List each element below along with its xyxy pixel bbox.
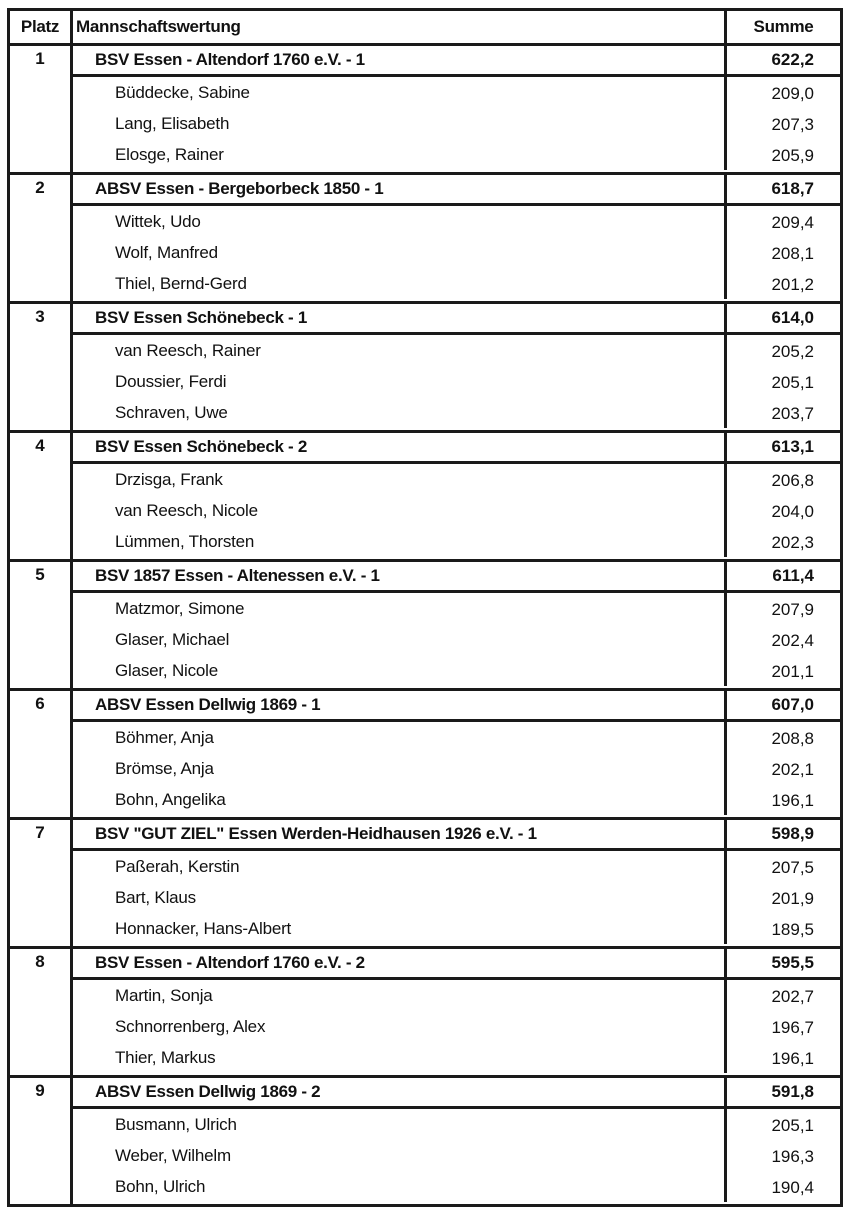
team-block xyxy=(10,46,840,175)
team-row xyxy=(73,1078,840,1109)
member-row xyxy=(73,593,840,624)
team-total: 614,0 xyxy=(724,304,840,332)
team-name: ABSV Essen - Bergeborbeck 1850 - 1 xyxy=(95,179,384,198)
member-score: 201,2 xyxy=(724,268,840,299)
member-name: Bart, Klaus xyxy=(115,888,196,907)
member-name: Busmann, Ulrich xyxy=(115,1115,237,1134)
team-row xyxy=(73,949,840,980)
member-name: Glaser, Nicole xyxy=(115,661,219,680)
member-row xyxy=(73,913,840,944)
rank: 3 xyxy=(10,304,73,430)
member-score: 207,5 xyxy=(724,851,840,882)
member-name: Martin, Sonja xyxy=(115,986,213,1005)
rank: 2 xyxy=(10,175,73,301)
team-ranking-table xyxy=(7,8,843,1207)
member-name: Lümmen, Thorsten xyxy=(115,532,255,551)
team-total: 598,9 xyxy=(724,820,840,848)
team-total: 591,8 xyxy=(724,1078,840,1106)
member-row xyxy=(73,77,840,108)
team-name: ABSV Essen Dellwig 1869 - 1 xyxy=(95,695,321,714)
member-row xyxy=(73,1171,840,1202)
member-row xyxy=(73,526,840,557)
rank: 9 xyxy=(10,1078,73,1204)
member-name: Doussier, Ferdi xyxy=(115,372,227,391)
rank: 1 xyxy=(10,46,73,172)
member-name: Büddecke, Sabine xyxy=(115,83,250,102)
team-name: BSV "GUT ZIEL" Essen Werden-Heidhausen 1926 e.V. - 1 xyxy=(95,824,537,843)
table-body xyxy=(10,46,840,1204)
rank: 5 xyxy=(10,562,73,688)
team-row xyxy=(73,691,840,722)
member-row xyxy=(73,624,840,655)
team-block xyxy=(10,691,840,820)
member-name: Böhmer, Anja xyxy=(115,728,214,747)
member-list xyxy=(73,980,840,1075)
member-row xyxy=(73,1109,840,1140)
member-score: 202,1 xyxy=(724,753,840,784)
member-list xyxy=(73,77,840,172)
member-list xyxy=(73,206,840,301)
member-row xyxy=(73,655,840,686)
member-score: 207,3 xyxy=(724,108,840,139)
member-score: 201,9 xyxy=(724,882,840,913)
member-row xyxy=(73,784,840,815)
member-score: 190,4 xyxy=(724,1171,840,1202)
member-score: 202,4 xyxy=(724,624,840,655)
team-name: ABSV Essen Dellwig 1869 - 2 xyxy=(95,1082,321,1101)
member-score: 209,0 xyxy=(724,77,840,108)
team-row xyxy=(73,433,840,464)
header-platz: Platz xyxy=(10,11,73,43)
team-row xyxy=(73,562,840,593)
member-score: 196,1 xyxy=(724,784,840,815)
team-name: BSV Essen - Altendorf 1760 e.V. - 1 xyxy=(95,50,365,69)
member-name: van Reesch, Nicole xyxy=(115,501,258,520)
member-score: 202,7 xyxy=(724,980,840,1011)
member-score: 209,4 xyxy=(724,206,840,237)
member-score: 205,1 xyxy=(724,366,840,397)
team-block xyxy=(10,949,840,1078)
member-score: 196,7 xyxy=(724,1011,840,1042)
member-row xyxy=(73,1011,840,1042)
team-total: 613,1 xyxy=(724,433,840,461)
member-list xyxy=(73,335,840,430)
member-name: Bohn, Angelika xyxy=(115,790,226,809)
header-mannschaftswertung: Mannschaftswertung xyxy=(76,17,241,36)
member-row xyxy=(73,335,840,366)
member-name: Bohn, Ulrich xyxy=(115,1177,206,1196)
member-name: Glaser, Michael xyxy=(115,630,230,649)
member-row xyxy=(73,268,840,299)
member-row xyxy=(73,851,840,882)
member-name: Matzmor, Simone xyxy=(115,599,245,618)
member-row xyxy=(73,464,840,495)
member-name: Schraven, Uwe xyxy=(115,403,228,422)
member-score: 196,1 xyxy=(724,1042,840,1073)
member-score: 205,1 xyxy=(724,1109,840,1140)
team-name: BSV Essen - Altendorf 1760 e.V. - 2 xyxy=(95,953,365,972)
team-block xyxy=(10,1078,840,1204)
member-name: Honnacker, Hans-Albert xyxy=(115,919,292,938)
team-total: 622,2 xyxy=(724,46,840,74)
member-score: 189,5 xyxy=(724,913,840,944)
member-row xyxy=(73,980,840,1011)
member-score: 203,7 xyxy=(724,397,840,428)
rank: 7 xyxy=(10,820,73,946)
member-row xyxy=(73,495,840,526)
team-name: BSV 1857 Essen - Altenessen e.V. - 1 xyxy=(95,566,380,585)
member-row xyxy=(73,722,840,753)
member-score: 207,9 xyxy=(724,593,840,624)
member-name: Wittek, Udo xyxy=(115,212,201,231)
member-score: 201,1 xyxy=(724,655,840,686)
member-row xyxy=(73,1140,840,1171)
member-name: van Reesch, Rainer xyxy=(115,341,261,360)
member-name: Paßerah, Kerstin xyxy=(115,857,240,876)
team-name: BSV Essen Schönebeck - 1 xyxy=(95,308,307,327)
team-block xyxy=(10,304,840,433)
member-row xyxy=(73,139,840,170)
team-block xyxy=(10,820,840,949)
member-score: 196,3 xyxy=(724,1140,840,1171)
member-row xyxy=(73,237,840,268)
team-row xyxy=(73,46,840,77)
member-row xyxy=(73,882,840,913)
member-name: Elosge, Rainer xyxy=(115,145,224,164)
member-name: Thier, Markus xyxy=(115,1048,216,1067)
member-list xyxy=(73,1109,840,1204)
rank: 8 xyxy=(10,949,73,1075)
member-list xyxy=(73,851,840,946)
member-row xyxy=(73,397,840,428)
member-row xyxy=(73,108,840,139)
rank: 6 xyxy=(10,691,73,817)
member-row xyxy=(73,206,840,237)
member-name: Brömse, Anja xyxy=(115,759,214,778)
team-block xyxy=(10,562,840,691)
team-row xyxy=(73,304,840,335)
member-row xyxy=(73,1042,840,1073)
team-row xyxy=(73,820,840,851)
rank: 4 xyxy=(10,433,73,559)
team-total: 611,4 xyxy=(724,562,840,590)
member-score: 202,3 xyxy=(724,526,840,557)
member-row xyxy=(73,753,840,784)
team-block xyxy=(10,175,840,304)
member-score: 208,8 xyxy=(724,722,840,753)
team-total: 607,0 xyxy=(724,691,840,719)
member-name: Drzisga, Frank xyxy=(115,470,223,489)
member-name: Schnorrenberg, Alex xyxy=(115,1017,266,1036)
member-list xyxy=(73,722,840,817)
member-list xyxy=(73,593,840,688)
member-name: Lang, Elisabeth xyxy=(115,114,230,133)
member-score: 205,2 xyxy=(724,335,840,366)
team-total: 595,5 xyxy=(724,949,840,977)
member-name: Thiel, Bernd-Gerd xyxy=(115,274,247,293)
team-block xyxy=(10,433,840,562)
member-list xyxy=(73,464,840,559)
team-total: 618,7 xyxy=(724,175,840,203)
team-name: BSV Essen Schönebeck - 2 xyxy=(95,437,307,456)
member-score: 204,0 xyxy=(724,495,840,526)
member-name: Weber, Wilhelm xyxy=(115,1146,231,1165)
table-header xyxy=(10,11,840,46)
team-row xyxy=(73,175,840,206)
member-row xyxy=(73,366,840,397)
member-score: 205,9 xyxy=(724,139,840,170)
member-score: 206,8 xyxy=(724,464,840,495)
header-summe: Summe xyxy=(724,11,840,43)
member-name: Wolf, Manfred xyxy=(115,243,218,262)
member-score: 208,1 xyxy=(724,237,840,268)
